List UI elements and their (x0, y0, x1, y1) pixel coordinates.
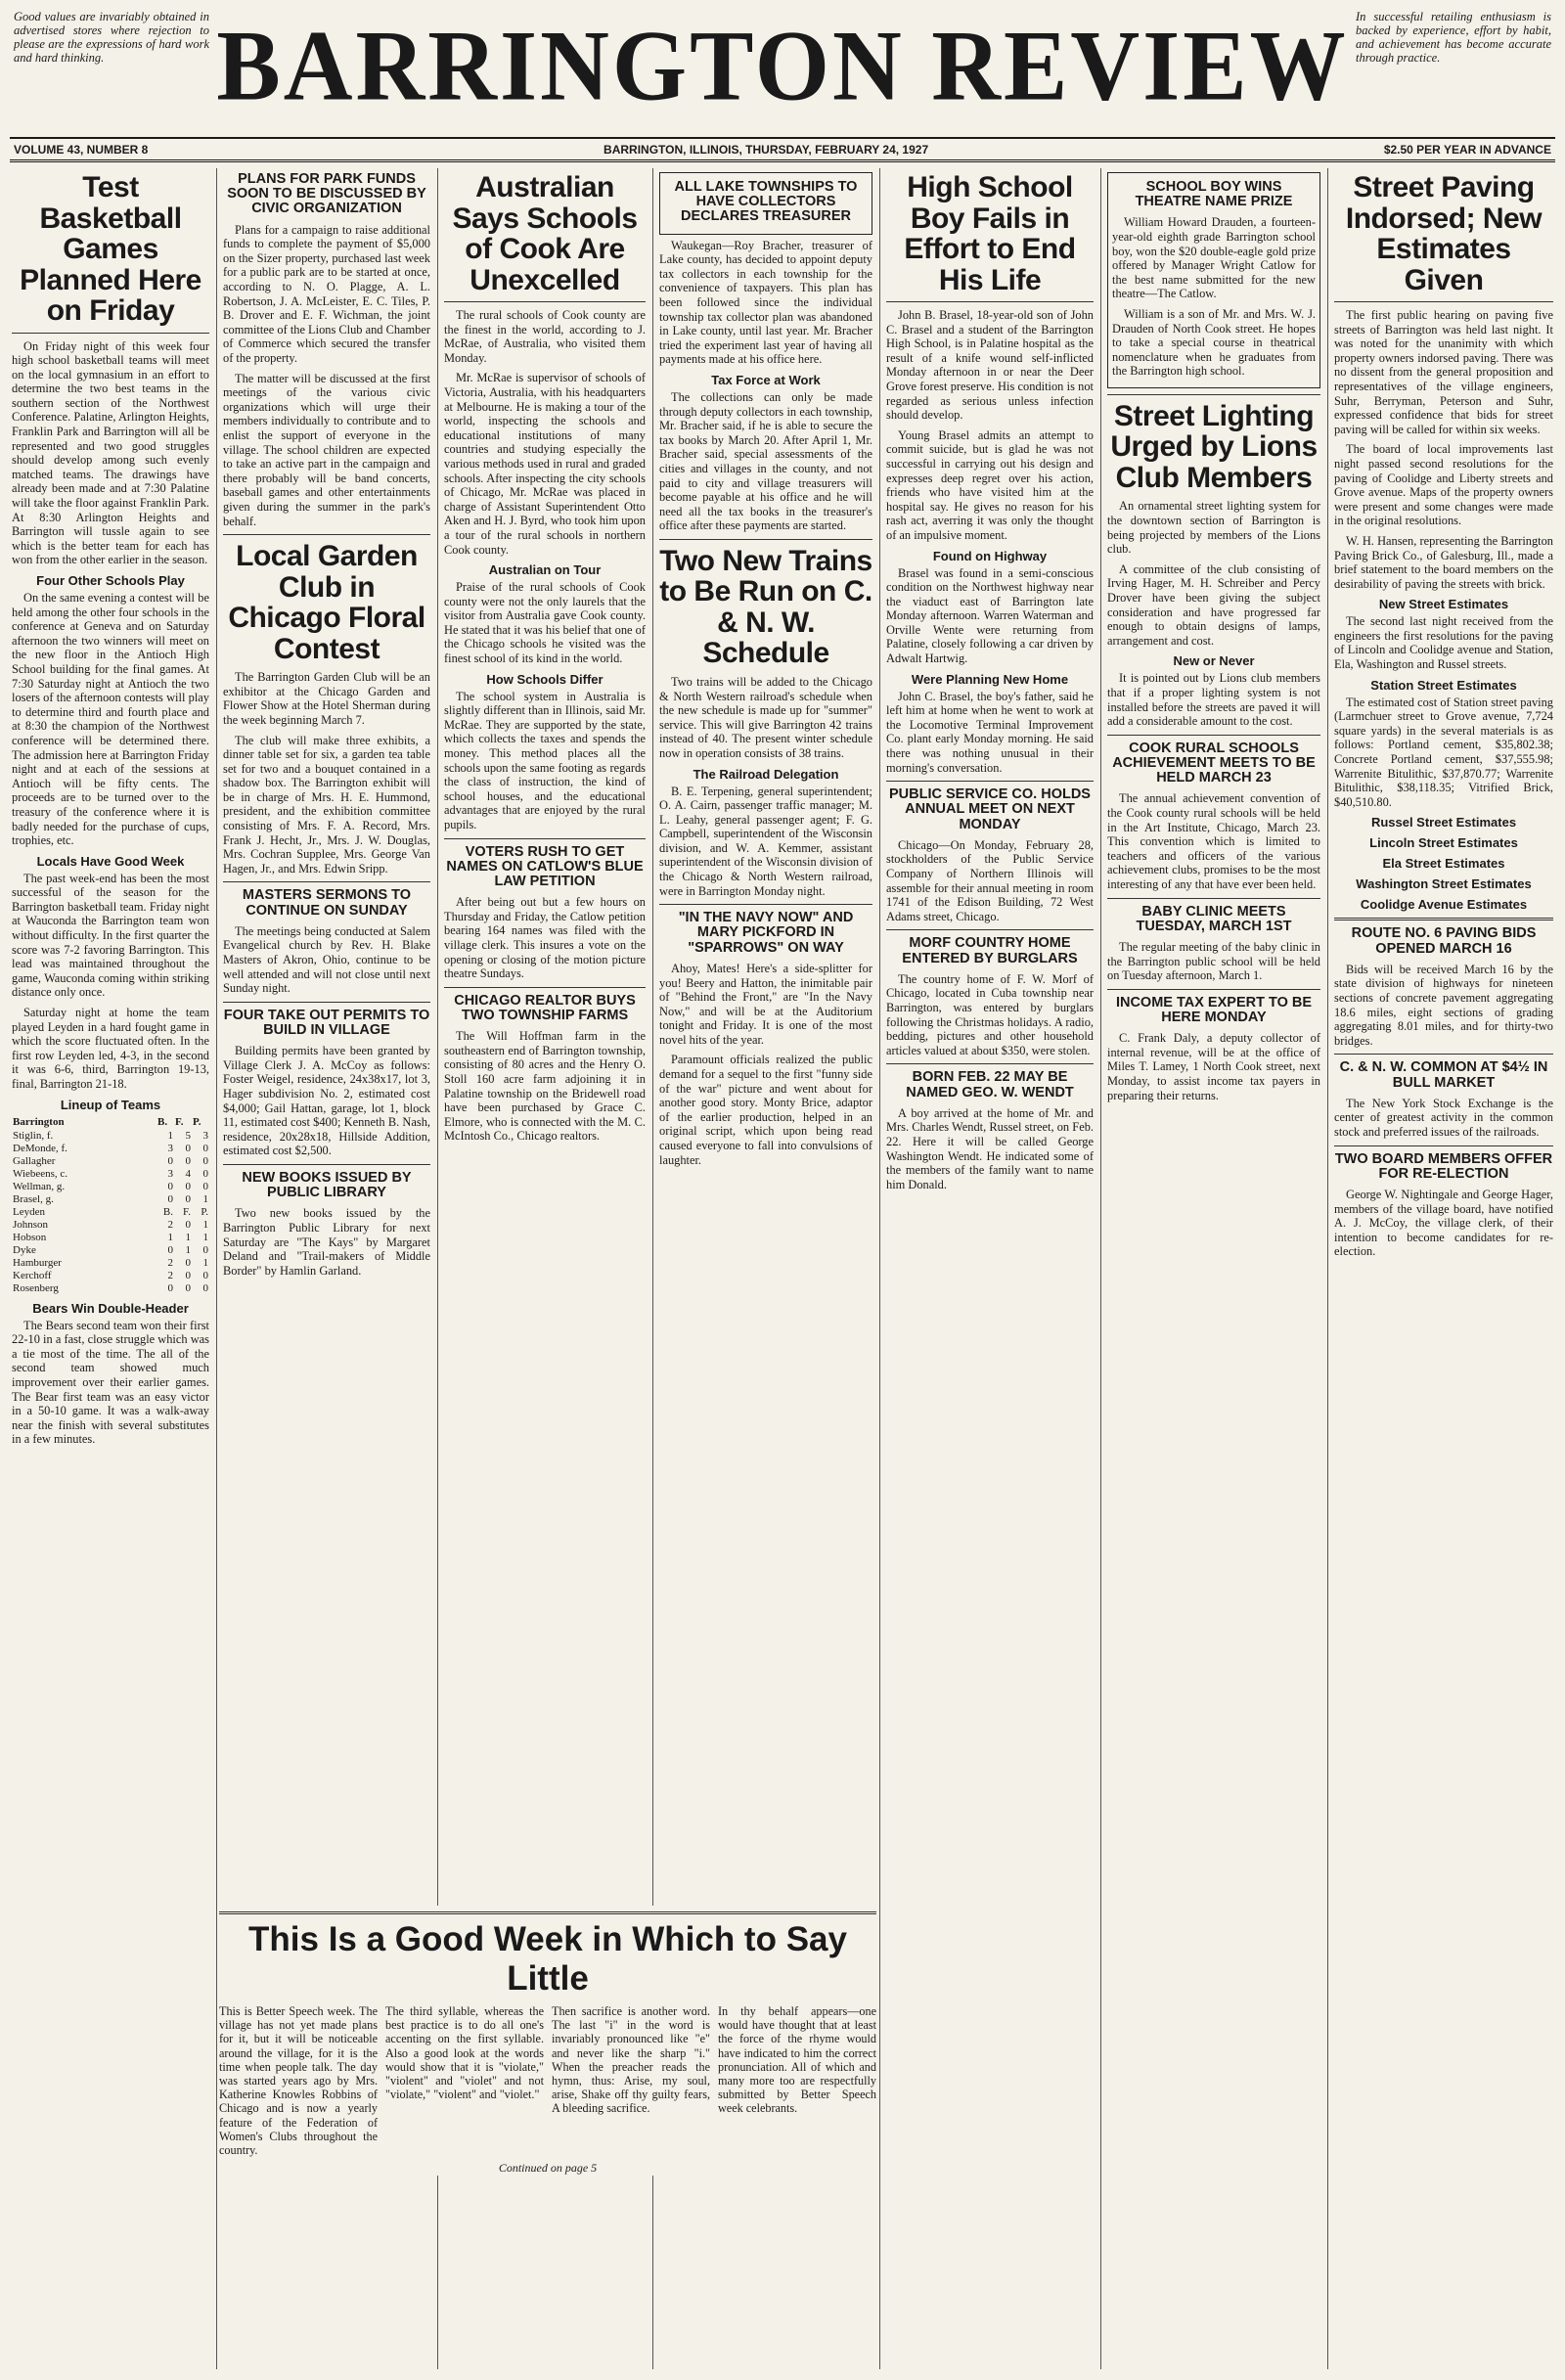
article-paragraph: The Bears second team won their first 22-10 in a fast, close struggle which was a tie most of the time. The all of the second team showed much improvement over their earlier games. The Bear first team was an easy victor in a 50-10 game. It was a walk-away near the finish with several substitutes in a few minutes. (12, 1318, 209, 1447)
lineup-cell: 0 (202, 1180, 208, 1192)
article-paragraph: The estimated cost of Station street paving (Larmchuer street to Grove avenue, 7,724 square yards) in the several materials is as follows: Portland cement, $35,802.38; Concrete Portland cement, $37,555.98; Warrenite Bitulithic, $37,870.77; Warrenite Bitulithic, $38,118.35; Vitrified Brick, $40,510.80. (1334, 695, 1553, 809)
article-paragraph: A committee of the club consisting of Irving Hager, M. H. Schreiber and Percy Drover have been giving the subject consideration and have progressed far enough to obtain designs of lamps, arrangement and cost. (1107, 561, 1320, 648)
article-paragraph: On Friday night of this week four high school basketball teams will meet on the local gymnasium in an effort to determine the two best teams in the southern section of the Northwest Conference. Palatine, Arlington Heights, Franklin Park and Barrington will all be represented and two good struggles should develop among such evenly matched teams. The drawings have already been made and at 7:30 Palatine will take the floor against Franklin Park. At 8:30 Arlington Heights and Barrington will tussle again to see which is the better team for each has won from the other earlier in the season. (12, 338, 209, 567)
article-paragraph: The first public hearing on paving five streets of Barrington was held last night. It was noted for the unanimity with which property owners indorsed paving. There was no dissent from the general proposition and representatives of the village engineers, Suhr, Berryman, Peterson and Suhr, expressed confidence that bids for street paving will be called for within six weeks. (1334, 308, 1553, 436)
lineup-cell: 0 (202, 1269, 208, 1281)
column-5 (882, 168, 1097, 2369)
article-paragraph: On the same evening a contest will be held among the other four schools in the conference at Geneva and on Saturday afternoon the two winners will meet on the new floor in the Antioch High School building for the final games. At 7:30 Saturday night at Antioch the two losers of the afternoon contests will play to determine third and fourth place and at 8:30 the champion of the Northwest conference will be determined there. The admission here at Barrington Friday night and at each of the sessions at Antioch will be fifty cents. The proceeds are to be turned over to the treasury of the conference where it is badly needed for the purchase of cups, trophies, etc. (12, 591, 209, 848)
article-paragraph: The second last night received from the engineers the first resolutions for the paving of Lincoln and Coolidge avenue and Station, Ela, Washington and Russel streets. (1334, 614, 1553, 672)
lineup-row (12, 1193, 209, 1206)
article-headline: SCHOOL BOY WINS THEATRE NAME PRIZE (1135, 179, 1293, 210)
article-headline: Street Paving Indorsed; New Estimates Given (1345, 171, 1543, 296)
lineup-row (12, 1232, 209, 1244)
article-paragraph: The board of local improvements last night passed second resolutions for the paving of Coolidge and Liberty streets and Grove avenue. Maps of the property owners were present and some changes were made in the original resolutions. (1334, 442, 1553, 528)
lineup-cell: B. (162, 1205, 173, 1218)
lineup-header-cell: F. (175, 1115, 184, 1128)
article-paragraph: The annual achievement convention of the Cook county rural schools will be held in the Art Institute, Chicago, March 23. This convention which is limited to teachers and officers of the various achievement clubs, promises to be the most interesting of any that have ever been held. (1107, 791, 1320, 891)
column-7 (1330, 168, 1557, 2369)
subscription-price: $2.50 PER YEAR IN ADVANCE (1383, 142, 1551, 157)
article-headline: ROUTE NO. 6 PAVING BIDS OPENED MARCH 16 (1351, 925, 1537, 957)
lineup-cell: 1 (167, 1231, 173, 1243)
lineup-header-cell: B. (157, 1115, 168, 1128)
article-paragraph: The Will Hoffman farm in the southeastern end of Barrington township, consisting of 80 acres and the Henry O. Stoll 160 acre farm adjoining it in Palatine township on the Bridewell road have been purchased by Grace C. Elmore, who is connected with the M. C. McIntosh Co., Chicago realtors. (444, 1029, 646, 1144)
subheading: Were Planning New Home (911, 671, 1069, 687)
lineup-row (12, 1257, 209, 1270)
subheading: The Railroad Delegation (693, 766, 839, 782)
article-headline: FOUR TAKE OUT PERMITS TO BUILD IN VILLAGE (223, 1007, 430, 1039)
article-paragraph: Plans for a campaign to raise additional funds to complete the payment of $5,000 on the Sizer property, purchased last week for a public park are to be started at once, according to N. O. Plagge, A. L. Robertson, J. A. McLeister, E. C. Tiles, P. B. Drover and E. F. Wichman, the joint committee of the Lions Club and Chamber of Commerce which secured the transfer of the property. (223, 222, 430, 365)
article-headline: ALL LAKE TOWNSHIPS TO HAVE COLLECTORS DECLARES TREASURER (674, 179, 858, 225)
subheading: Found on Highway (932, 548, 1048, 563)
article-paragraph: The collections can only be made through deputy collectors in each township, Mr. Bracher said, if he is able to secure the tax books by March 20. After April 1, Mr. Bracher said, special assessments of the cities and villages in the county, and not paid to city and village treasurers will become payable at his office and he will need all the tax books in the treasurer's office after these payments are started. (659, 390, 872, 533)
article-paragraph: Bids will be received March 16 by the state division of highways for nineteen sections of concrete pavement aggregating 18.6 miles, eight sections of grading aggregating 8.01 miles, and for thirty-two bridges. (1334, 962, 1553, 1048)
article-headline: "IN THE NAVY NOW" AND MARY PICKFORD IN "SPARROWS" ON WAY (678, 910, 854, 956)
article-headline: NEW BOOKS ISSUED BY PUBLIC LIBRARY (242, 1170, 412, 1201)
subheading: Russel Street Estimates (1370, 815, 1517, 831)
article-paragraph: It is pointed out by Lions club members that if a proper lighting system is not installed before the streets are paved it will add a considerable amount to the cost. (1107, 671, 1320, 729)
lineup-header-row (12, 1115, 209, 1130)
subheading: Bears Win Double-Header (32, 1300, 189, 1316)
lineup-row (12, 1155, 209, 1168)
article-headline: Australian Says Schools of Cook Are Unexcelled (452, 171, 638, 296)
column-6 (1103, 168, 1324, 2369)
lineup-cell: 0 (202, 1167, 208, 1180)
lineup-cell: 0 (167, 1154, 173, 1167)
lineup-row (12, 1168, 209, 1181)
subheading: Station Street Estimates (1370, 677, 1517, 693)
lineup-row (12, 1270, 209, 1282)
article-paragraph: The country home of F. W. Morf of Chicago, located in Cuba township near Barrington, was entered by burglars following the Christmas holidays. A radio, bedding, pictures and other household articles valued at about $350, were stolen. (886, 971, 1094, 1057)
article-headline: Local Garden Club in Chicago Floral Contest (228, 540, 425, 665)
article-paragraph: The rural schools of Cook county are the finest in the world, according to J. McRae, of Australia, who visited them Monday. (444, 308, 646, 365)
boxed-article (1107, 172, 1320, 388)
dateline (10, 137, 1555, 162)
lineup-cell: 3 (167, 1142, 173, 1154)
lineup-row (12, 1143, 209, 1155)
lineup-row (12, 1130, 209, 1143)
article-paragraph: An ornamental street lighting system for the downtown section of Barrington is being projected by members of the Lions club. (1107, 499, 1320, 557)
article-paragraph: Praise of the rural schools of Cook county were not the only laurels that the visitor from Australia gave Cook county. He stated that it was his belief that one of the Chicago schools he visited was the finest school of its kind in the world. (444, 580, 646, 666)
lineup-cell: 5 (185, 1129, 191, 1142)
article-paragraph: The regular meeting of the baby clinic in the Barrington public school will be held on Tuesday afternoon, March 1. (1107, 940, 1320, 983)
banner-paragraph: Then sacrifice is another word. The last "i" in the word is invariably pronounced like "e" and never like the sharp "i." When the preacher reads the hymn, thus: Arise, my soul, arise, Shake off thy guilty fears, A bleeding sacrifice. (552, 2004, 710, 2116)
article-headline: TWO BOARD MEMBERS OFFER FOR RE-ELECTION (1334, 1150, 1553, 1182)
article-paragraph: Two new books issued by the Barrington Public Library for next Saturday are "The Kays" by Margaret Deland and "Trail-makers of Middle Border" by Hamlin Garland. (223, 1206, 430, 1278)
subheading: Washington Street Estimates (1356, 876, 1532, 892)
subheading: Australian on Tour (488, 562, 602, 578)
lineup-cell: 1 (185, 1231, 191, 1243)
lineup-cell: Kerchoff (13, 1269, 52, 1281)
lineup-cell: 0 (185, 1154, 191, 1167)
banner-paragraph: The third syllable, whereas the best practice is to do all one's accenting on the first syllable. Also a good look at the words would show that it is "violate," "violent" and "violet" and not "violate," "violent" and "violet." (385, 2004, 544, 2102)
lineup-cell: 0 (185, 1180, 191, 1192)
lineup-title: Lineup of Teams (60, 1097, 161, 1112)
right-ear-note: In successful retailing enthusiasm is backed by experience, effort by habit, and achievement has become accurate through practice. (1356, 10, 1551, 65)
lineup-cell: 0 (185, 1218, 191, 1231)
article-headline: VOTERS RUSH TO GET NAMES ON CATLOW'S BLUE LAW PETITION (446, 843, 644, 890)
column-rule (1100, 168, 1101, 2369)
lineup-table (12, 1115, 209, 1295)
lineup-cell: Gallagher (13, 1154, 56, 1167)
lineup-cell: 1 (202, 1218, 208, 1231)
lineup-cell: Hamburger (13, 1256, 62, 1269)
lineup-cell: 2 (167, 1256, 173, 1269)
lineup-cell: 0 (167, 1243, 173, 1256)
lineup-cell: Rosenberg (13, 1281, 59, 1294)
article-paragraph: William is a son of Mr. and Mrs. W. J. Drauden of North Cook street. He hopes to take a special course in theatrical nomenclature when he graduates from the Barrington high school. (1112, 307, 1316, 379)
article-paragraph: The meetings being conducted at Salem Evangelical church by Rev. H. Blake Masters of Akron, Ohio, continue to be well attended and will not close until next Sunday night. (223, 923, 430, 996)
lineup-cell: F. (183, 1205, 191, 1218)
subheading: Locals Have Good Week (36, 853, 185, 869)
lineup-cell: 1 (185, 1243, 191, 1256)
lineup-cell: 0 (202, 1281, 208, 1294)
left-ear-note: Good values are invariably obtained in advertised stores where rejection to please are the expressions of hard work and hard thinking. (14, 10, 209, 65)
lineup-cell: Stiglin, f. (13, 1129, 54, 1142)
subheading: New or Never (1173, 653, 1255, 669)
lineup-header-cell: Barrington (13, 1115, 65, 1128)
article-paragraph: The New York Stock Exchange is the center of greatest activity in the common stock and preferred issues of the railroads. (1334, 1096, 1553, 1140)
article-paragraph: Ahoy, Mates! Here's a side-splitter for you! Beery and Hatton, the inimitable pair of "Behind the Front," are "In the Navy Now," and will be at the Auditorium tonight and Friday. It is one of the most novel hits of the year. (659, 961, 872, 1047)
lineup-header-cell: P. (193, 1115, 201, 1128)
article-headline: Test Basketball Games Planned Here on Friday (20, 171, 201, 327)
newspaper-title: BARRINGTON REVIEW (216, 11, 1349, 122)
article-paragraph: B. E. Terpening, general superintendent; O. A. Cairn, passenger traffic manager; M. L. Leahy, general passenger agent; F. G. Campbell, superintendent of the Wisconsin division, and W. A. Kemmer, assistant superintendent of the Wisconsin division of the Chicago & North Western railroad, were in Barrington Monday night. (659, 784, 872, 898)
subheading: Four Other Schools Play (36, 573, 185, 588)
lineup-cell: 0 (185, 1192, 191, 1205)
column-rule (1327, 168, 1328, 2369)
column-rule (879, 168, 880, 2369)
subheading: Tax Force at Work (711, 373, 821, 387)
lineup-cell: 3 (167, 1167, 173, 1180)
article-headline: PUBLIC SERVICE CO. HOLDS ANNUAL MEET ON NEXT MONDAY (889, 786, 1091, 832)
article-headline: INCOME TAX EXPERT TO BE HERE MONDAY (1115, 994, 1313, 1026)
article-headline: C. & N. W. COMMON AT $4½ IN BULL MARKET (1339, 1059, 1548, 1091)
article-paragraph: Saturday night at home the team played Leyden in a hard fought game in which the score fluctuated often. In the first row Leyden led, 4-3, in the second it was 6-6, third, Barrington 19-13, final, Barrington 21-18. (12, 1006, 209, 1091)
lineup-cell: 1 (202, 1231, 208, 1243)
article-paragraph: William Howard Drauden, a fourteen-year-old eighth grade Barrington school boy, won the $20 double-eagle gold prize offered by Manager Wright Catlow for the best name submitted for the new theatre—The Catlow. (1112, 215, 1316, 301)
lineup-cell: 0 (202, 1142, 208, 1154)
lineup-cell: 1 (167, 1129, 173, 1142)
article-headline: BABY CLINIC MEETS TUESDAY, MARCH 1ST (1136, 903, 1292, 934)
place-date: BARRINGTON, ILLINOIS, THURSDAY, FEBRUARY 24, 1927 (604, 142, 929, 157)
lineup-cell: 0 (185, 1281, 191, 1294)
article-paragraph: The Barrington Garden Club will be an exhibitor at the Chicago Garden and Flower Show at the Hotel Sherman during the week beginning March 7. (223, 670, 430, 727)
lineup-cell: Brasel, g. (13, 1192, 54, 1205)
lineup-row (12, 1244, 209, 1257)
lineup-cell: 3 (202, 1129, 208, 1142)
boxed-article (659, 172, 872, 235)
lineup-cell: 0 (185, 1142, 191, 1154)
article-headline: CHICAGO REALTOR BUYS TWO TOWNSHIP FARMS (454, 992, 636, 1024)
lineup-cell: 1 (202, 1192, 208, 1205)
article-paragraph: Waukegan—Roy Bracher, treasurer of Lake county, has decided to appoint deputy tax collectors in each township for the convenience of taxpayers. This plan has been followed since the individual township tax collector plan was abandoned in Lake county, until last year. Mr. Bracher tried the experiment last year of having all payments made at his office here. (659, 238, 872, 367)
lineup-row (12, 1282, 209, 1295)
banner-paragraph: In thy behalf appears—one would have thought that at least the force of the rhyme would have indicated to him the correct pronunciation. All of which and many more too are respectfully submitted by Better Speech week celebrants. (718, 2004, 876, 2116)
article-paragraph: George W. Nightingale and George Hager, members of the village board, have notified A. J. McCoy, the village clerk, of their intention to become candidates for re-election. (1334, 1188, 1553, 1259)
article-paragraph: C. Frank Daly, a deputy collector of internal revenue, will be at the office of Miles T. Lamey, 1 North Cook street, next Monday, to assist income tax payers in preparing their returns. (1107, 1031, 1320, 1102)
lineup-cell: 2 (167, 1218, 173, 1231)
article-paragraph: Brasel was found in a semi-conscious condition on the Northwest highway near the viaduct east of Barrington late Monday afternoon. Warren Waterman and Orville Wente were returning from Palatine, closely following a car driven by Adwalt Hartwig. (886, 565, 1094, 666)
article-headline: MORF COUNTRY HOME ENTERED BY BURGLARS (902, 935, 1078, 966)
lineup-cell: Leyden (13, 1205, 45, 1218)
article-paragraph: W. H. Hansen, representing the Barrington Paving Brick Co., of Galesburg, Ill., made a brief statement to the board members on the desirability of paving the streets with brick. (1334, 533, 1553, 591)
article-paragraph: Paramount officials realized the public demand for a sequel to the first "funny side of the war" picture and went about for another good story. Monty Brice, adaptor of the earlier production, helped in an original script, which upon being read caused everyone to fall into convulsions of laughter. (659, 1053, 872, 1167)
article-paragraph: Mr. McRae is supervisor of schools of Victoria, Australia, with his headquarters at Melbourne. He is making a tour of the world, inspecting the schools and educational institutions of many countries and studying especially the various methods used in rural and graded schools. After inspecting the city schools of Chicago, Mr. McRae was placed in charge of Assistant Superintendent Otto Aken and H. J. Byrd, who took him upon a tour of the rural schools in northern Cook county. (444, 371, 646, 557)
article-paragraph: The school system in Australia is slightly different than in Illinois, said Mr. McRae. They are supported by the state, which collects the taxes and spends the money. This method places all the schools upon the same footing as regards the class of instruction, the kind of school houses, and the educational advantages that are enjoyed by the rural pupils. (444, 689, 646, 831)
lineup-cell: Hobson (13, 1231, 47, 1243)
article-headline: PLANS FOR PARK FUNDS SOON TO BE DISCUSSED BY CIVIC ORGANIZATION (227, 171, 426, 217)
article-paragraph: After being out but a few hours on Thursday and Friday, the Catlow petition bearing 164 names was filed with the village clerk. This insures a vote on the opening or closing of the motion picture theatre Sundays. (444, 895, 646, 981)
banner-paragraph: This is Better Speech week. The village has not yet made plans for it, but it will be noticeable around the village, for it is the time when people talk. The day was started years ago by Mrs. Katherine Knowles Robbins of Chicago and is now a yearly feature of the Federation of Women's Clubs throughout the country. (219, 2004, 378, 2158)
banner-article (219, 1906, 876, 2176)
article-headline: Street Lighting Urged by Lions Club Members (1110, 399, 1318, 494)
column-rule (216, 168, 217, 2369)
article-headline: BORN FEB. 22 MAY BE NAMED GEO. W. WENDT (906, 1069, 1074, 1100)
article-headline: COOK RURAL SCHOOLS ACHIEVEMENT MEETS TO BE HELD MARCH 23 (1112, 740, 1316, 786)
article-headline: High School Boy Fails in Effort to End His Life (904, 171, 1076, 296)
article-paragraph: Two trains will be added to the Chicago & North Western railroad's schedule when the new schedule is made up for "summer" service. This will give Barrington 42 trains instead of 40. The present winter schedule now in operation consists of 38 trains. (659, 674, 872, 760)
lineup-row (12, 1219, 209, 1232)
lineup-cell: Dyke (13, 1243, 36, 1256)
subheading: New Street Estimates (1378, 597, 1509, 612)
subheading: Coolidge Avenue Estimates (1360, 897, 1528, 913)
column-1 (8, 168, 213, 2369)
continued-note: Continued on page 5 (498, 2161, 598, 2176)
subheading: Ela Street Estimates (1382, 856, 1505, 872)
lineup-cell: 0 (202, 1154, 208, 1167)
article-headline: MASTERS SERMONS TO CONTINUE ON SUNDAY (242, 887, 412, 919)
lineup-cell: 0 (185, 1256, 191, 1269)
article-paragraph: The past week-end has been the most successful of the season for the Barrington basketball team. Friday night at Wauconda the Barrington team won without difficulty. In the first quarter the score was 7-2 favoring Barrington. This lead was maintained throughout the game, Wauconda coming within striking distance only once. (12, 871, 209, 1000)
article-paragraph: A boy arrived at the home of Mr. and Mrs. Charles Wendt, Russel street, on Feb. 22. Here it will be called George Washington Wendt. He indicated some of the members of the family want to name him Donald. (886, 1105, 1094, 1191)
article-paragraph: Young Brasel admits an attempt to commit suicide, but is glad he was not successful in carrying out his design and expresses deep regret over his action, friends who have visited him at the hospital say. He gives no reason for his rash act, averring it was only the thought of an impulsive moment. (886, 427, 1094, 542)
article-paragraph: Chicago—On Monday, February 28, stockholders of the Public Service Company of Northern Illinois will assemble for their annual meeting in room 1741 of the Edison Building, 72 West Adams street, Chicago. (886, 837, 1094, 923)
subheading: Lincoln Street Estimates (1369, 835, 1518, 851)
article-headline: Two New Trains to Be Run on C. & N. W. Schedule (659, 544, 872, 670)
lineup-row (12, 1206, 209, 1219)
lineup-cell: 0 (167, 1281, 173, 1294)
lineup-cell: DeMonde, f. (13, 1142, 67, 1154)
lineup-cell: P. (201, 1205, 208, 1218)
article-paragraph: John C. Brasel, the boy's father, said he left him at home when he went to work at the Locomotive Terminal Improvement Co. plant early Monday morning. He said there was nothing unusual in their morning's conversation. (886, 689, 1094, 775)
lineup-cell: Wellman, g. (13, 1180, 66, 1192)
lineup-cell: 2 (167, 1269, 173, 1281)
lineup-cell: Johnson (13, 1218, 49, 1231)
article-paragraph: Building permits have been granted by Village Clerk J. A. McCoy as follows: Foster Weigel, residence, 24x38x17, lot 3, Hager subdivision No. 2, estimated cost $4,000; Gail Hattan, garage, lot 1, block 11, estimated cost $400; Kenneth B. Nash, residence, 20x28x18, Hillside Addition, estimated cost $2,500. (223, 1044, 430, 1158)
article-paragraph: The matter will be discussed at the first meetings of the various civic organizations which will urge their members individually to contribute and to enlist the support of everyone in the village. The school children are expected to take an active part in the campaign and there probably will be band concerts, baseball games and other entertainments given during the summer in the park's behalf. (223, 371, 430, 528)
lineup-cell: 1 (202, 1256, 208, 1269)
subheading: How Schools Differ (486, 671, 604, 687)
lineup-cell: 0 (202, 1243, 208, 1256)
banner-headline: This Is a Good Week in Which to Say Little (248, 1920, 847, 1998)
article-paragraph: The club will make three exhibits, a dinner table set for six, a garden tea table set for two and a bouquet contained in a shadow box. The Barrington exhibit will be in charge of Mrs. H. E. Hummond, president, and the exhibition committee consisting of Mrs. F. A. Record, Mrs. Frank J. Hecht, Jr., Mrs. J. W. Douglas, Mrs. Cochran Supplee, Mrs. George Van Hagen, Jr., and Mrs. Edwin Sripp. (223, 733, 430, 876)
lineup-cell: 4 (185, 1167, 191, 1180)
article-paragraph: John B. Brasel, 18-year-old son of John C. Brasel and a student of the Barrington High School, is in Palatine hospital as the result of a knife wound self-inflicted Monday afternoon in or near the Deer Grove forest preserve. His condition is not regarded as serious unless infection should develop. (886, 308, 1094, 423)
lineup-cell: Wiebeens, c. (13, 1167, 68, 1180)
lineup-cell: 0 (185, 1269, 191, 1281)
volume-number: VOLUME 43, NUMBER 8 (14, 142, 149, 157)
lineup-cell: 0 (167, 1192, 173, 1205)
lineup-cell: 0 (167, 1180, 173, 1192)
lineup-row (12, 1181, 209, 1193)
